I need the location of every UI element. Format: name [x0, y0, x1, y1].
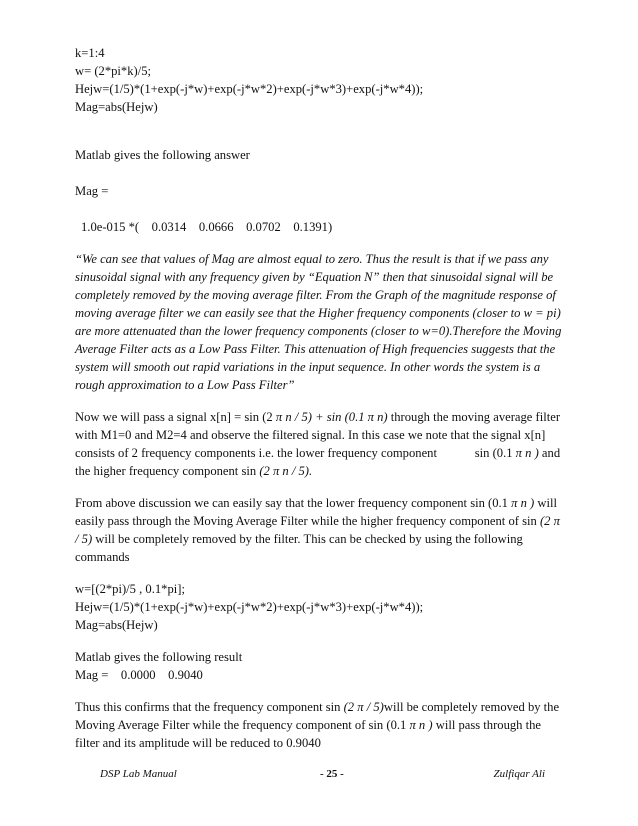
text-run: through the moving average filter with M1=0 and M2=4 and observe the filtered signal. In this case we note that the signal x[n] consists of 2 frequency components i.e. the lower frequency component sin (0.1 [75, 410, 564, 460]
text-run: will easily pass through the Moving Average Filter while the higher frequency component of sin [75, 496, 557, 528]
text-run: Thus this confirms that the frequency component sin [75, 700, 344, 714]
paragraph-conclusion [75, 698, 565, 752]
math-run: (2 π n / 5). [259, 464, 313, 478]
math-run: (2 π / 5) [75, 514, 560, 546]
paragraph-discussion [75, 494, 565, 566]
text-run: and the higher frequency component sin [75, 446, 561, 478]
result-values: Mag = 0.0000 0.9040 [75, 668, 203, 682]
code-block-1 [75, 44, 565, 116]
text-run: will pass through the filter and its amplitude will be reduced to 0.9040 [75, 718, 542, 750]
quote-paragraph: “We can see that values of Mag are almost equal to zero. Thus the result is that if we pass any sinusoidal signal with any frequency given by “Equation N” then that sinusoidal signal will be completely removed by the moving average filter. From the Graph of the magnitude response of moving average filter we can easily see that the Higher frequency components (closer to w = pi) are more attenuated than the lower frequency components (closer to w=0).Therefore the Moving Average Filter acts as a Low Pass Filter. This attenuation of High frequencies suggests that the system will smooth out rapid variations in the input sequence. In other words the system is a rough approximation to a Low Pass Filter” [75, 252, 562, 392]
page-body [75, 44, 565, 752]
result-intro: Matlab gives the following result [75, 650, 243, 664]
code-line: Hejw=(1/5)*(1+exp(-j*w)+exp(-j*w*2)+exp(-j*w*3)+exp(-j*w*4)); [75, 600, 424, 614]
math-run: π n / 5) + sin (0.1 π n) [275, 410, 388, 424]
code-line: k=1:4 [75, 46, 105, 60]
math-run: π n ) [511, 496, 535, 510]
code-line: Hejw=(1/5)*(1+exp(-j*w)+exp(-j*w*2)+exp(-j*w*3)+exp(-j*w*4)); [75, 82, 424, 96]
page-number: - 25 - [320, 768, 344, 780]
code-line: w=[(2*pi)/5 , 0.1*pi]; [75, 582, 185, 596]
answer-intro: Matlab gives the following answer [75, 148, 250, 162]
mag-label: Mag = [75, 184, 109, 198]
math-run: (2 π / 5) [343, 700, 384, 714]
footer-manual-title: DSP Lab Manual [100, 768, 177, 780]
footer-author: Zulfiqar Ali [493, 768, 545, 780]
text-run: will be completely removed by the Moving Average Filter while the frequency component of sin (0.1 [75, 700, 560, 732]
math-run: π n ) [409, 718, 433, 732]
code-line: Mag=abs(Hejw) [75, 100, 158, 114]
code-block-2 [75, 580, 565, 634]
math-run: π n ) [515, 446, 539, 460]
code-line: Mag=abs(Hejw) [75, 618, 158, 632]
code-line: w= (2*pi*k)/5; [75, 64, 152, 78]
text-run: From above discussion we can easily say that the lower frequency component sin (0.1 [75, 496, 512, 510]
mag-values: 1.0e-015 *( 0.0314 0.0666 0.0702 0.1391) [81, 220, 333, 234]
paragraph-signal [75, 408, 565, 480]
text-run: Now we will pass a signal x[n] = sin (2 [75, 410, 276, 424]
text-run: will be completely removed by the filter. This can be checked by using the following commands [75, 532, 523, 564]
